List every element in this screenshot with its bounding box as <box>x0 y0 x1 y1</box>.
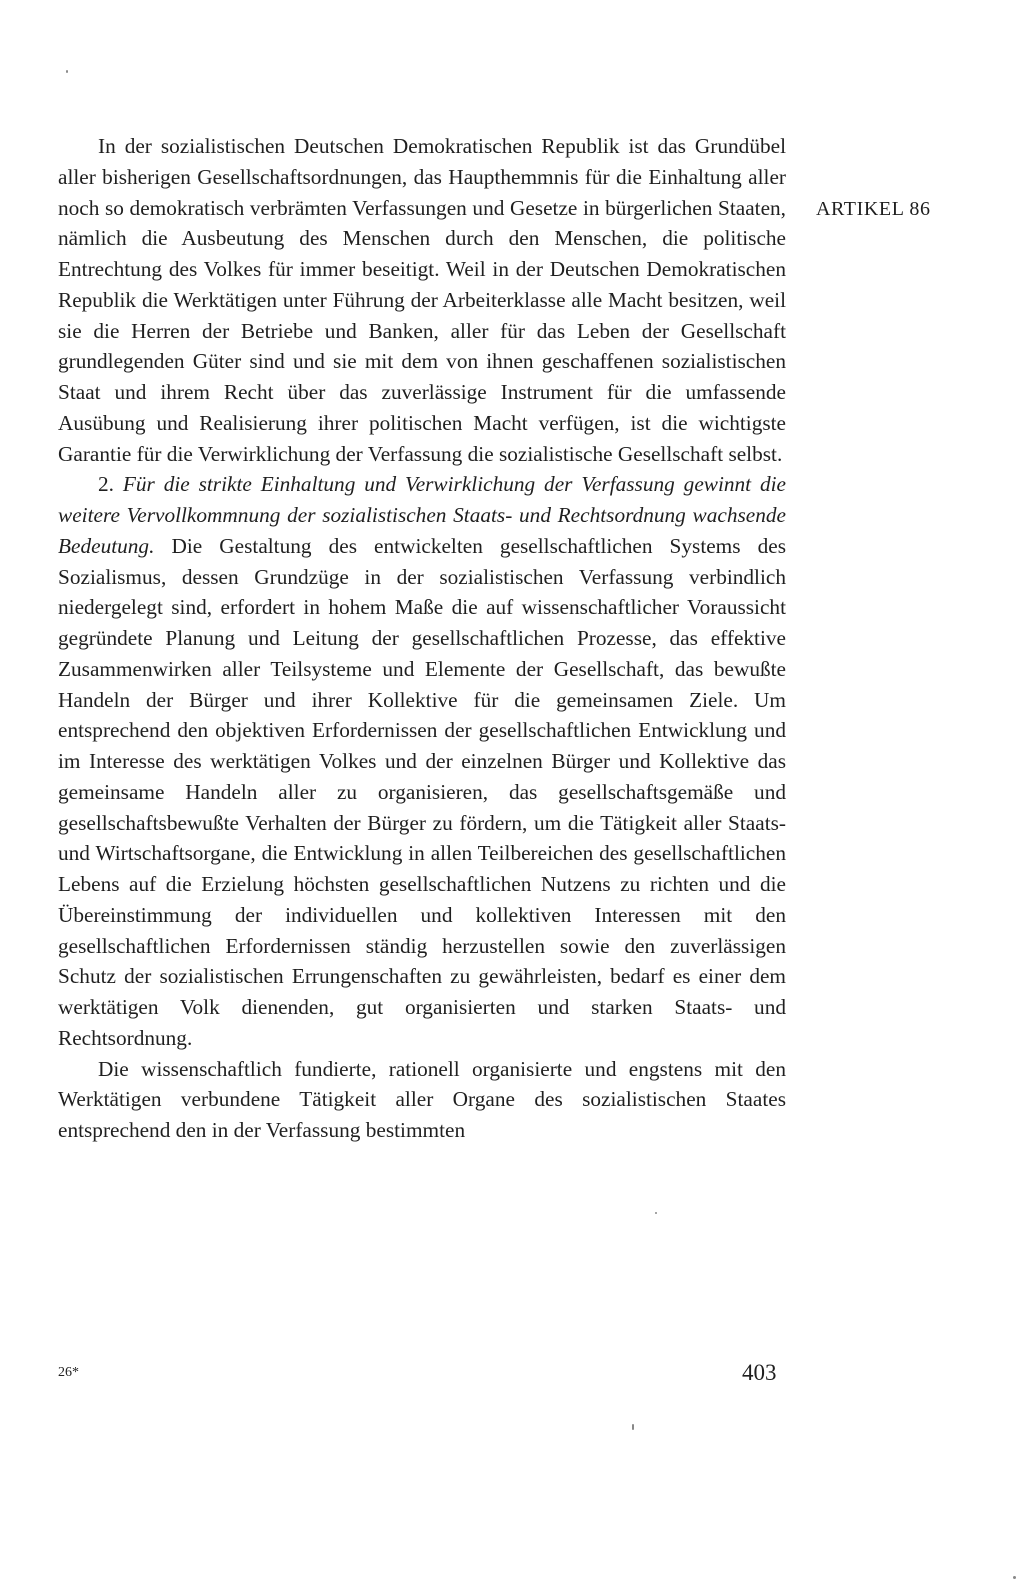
print-speck <box>655 1212 657 1214</box>
paragraph-2 <box>58 469 786 1053</box>
signature-mark: 26* <box>58 1365 79 1380</box>
article-margin-note: ARTIKEL 86 <box>816 198 931 220</box>
paragraph-2-italic-lead: Für die strikte Einhaltung und Verwirklichung der Verfassung gewinnt die weitere Vervollkommnung der sozialistischen Staats- und Rechtsordnung wachsende Bedeutung. <box>58 472 786 558</box>
paragraph-3 <box>58 1054 786 1146</box>
print-speck <box>1013 1576 1016 1579</box>
paragraph-1 <box>58 131 786 469</box>
print-speck <box>66 70 68 73</box>
page-number: 403 <box>742 1360 777 1385</box>
body-text <box>58 131 786 1146</box>
paragraph-2-number: 2. <box>98 472 114 497</box>
print-speck <box>632 1424 634 1430</box>
paragraph-1-text: In der sozialistischen Deutschen Demokratischen Republik ist das Grundübel aller bisherigen Gesellschaftsordnungen, das Haupthemmnis für die Einhaltung aller noch so demokratisch verbrämten Verfassungen und Gesetze in bürgerlichen Staaten, nämlich die Ausbeutung des Menschen durch den Menschen, die politische Entrechtung des Volkes für immer beseitigt. Weil in der Deutschen Demokratischen Republik die Werktätigen unter Führung der Arbeiterklasse alle Macht besitzen, weil sie die Herren der Betriebe und Banken, aller für das Leben der Gesellschaft grundlegenden Güter sind und sie mit dem von ihnen geschaffenen sozialistischen Staat und ihrem Recht über das zuverlässige Instrument für die umfassende Ausübung und Realisierung ihrer politischen Macht verfügen, ist die wichtigste Garantie für die Verwirklichung der Verfassung die sozialistische Gesellschaft selbst. <box>58 134 786 466</box>
paragraph-2-text: Die Gestaltung des entwickelten gesellschaftlichen Systems des Sozialismus, dessen Grundzüge in der sozialistischen Verfassung verbindlich niedergelegt sind, erfordert in hohem Maße die auf wissenschaftlicher Voraussicht gegründete Planung und Leitung der gesellschaftlichen Prozesse, das effektive Zusammenwirken aller Teilsysteme und Elemente der Gesellschaft, das bewußte Handeln der Bürger und ihrer Kollektive für die gemeinsamen Ziele. Um entsprechend den objektiven Erfordernissen der gesellschaftlichen Entwicklung und im Interesse des werktätigen Volkes und der einzelnen Bürger und Kollektive das gemeinsame Handeln aller zu organisieren, das gesellschaftsgemäße und gesellschaftsbewußte Verhalten der Bürger zu fördern, um die Tätigkeit aller Staats- und Wirtschaftsorgane, die Entwicklung in allen Teilbereichen des gesellschaftlichen Lebens auf die Erzielung höchsten gesellschaftlichen Nutzens zu richten und die Übereinstimmung der individuellen und kollektiven Interessen mit den gesellschaftlichen Erfordernissen ständig herzustellen sowie den zuverlässigen Schutz der sozialistischen Errungenschaften zu gewährleisten, bedarf es einer dem werktätigen Volk dienenden, gut organisierten und starken Staats- und Rechtsordnung. <box>58 533 786 1050</box>
paragraph-3-text: Die wissenschaftlich fundierte, rationell organisierte und engstens mit den Werktätigen verbundene Tätigkeit aller Organe des sozialistischen Staates entsprechend den in der Verfassung bestimmten <box>58 1056 786 1142</box>
